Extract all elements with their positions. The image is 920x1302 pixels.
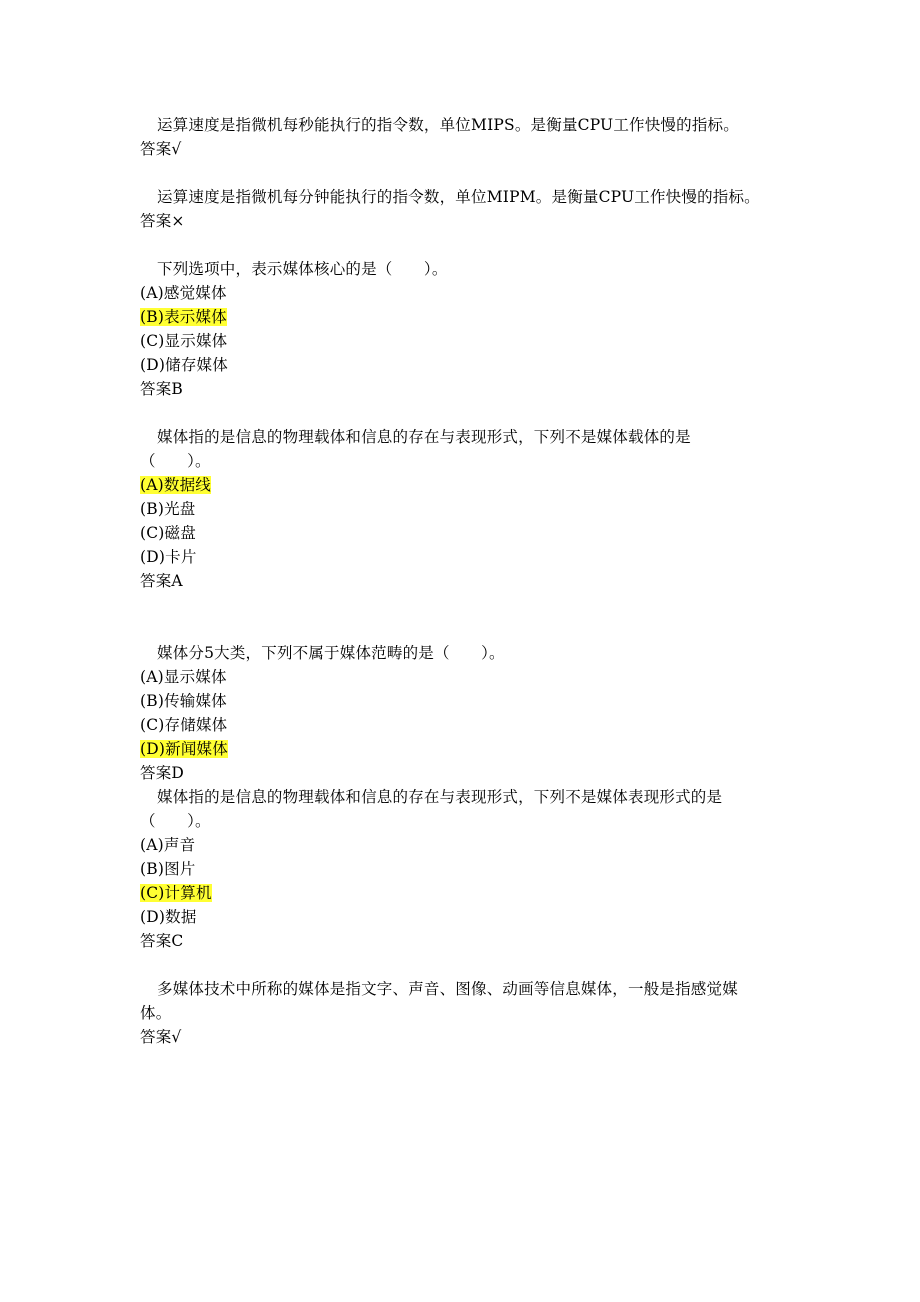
q5-option-d-highlight: (D)新闻媒体: [140, 740, 228, 758]
q4-stem-line2: （ ）。: [140, 452, 211, 470]
q5-option-c: (C)存储媒体: [140, 716, 228, 734]
q4-option-a-highlight: (A)数据线: [140, 476, 211, 494]
q4-answer: 答案A: [140, 572, 183, 590]
q3-answer: 答案B: [140, 380, 183, 398]
q6-option-d: (D)数据: [140, 908, 197, 926]
q6-stem-line2: （ ）。: [140, 812, 211, 830]
q1-answer: 答案√: [140, 140, 182, 158]
q3-stem: 下列选项中，表示媒体核心的是（ ）。: [157, 260, 448, 278]
q5-option-b: (B)传输媒体: [140, 692, 227, 710]
q1-stem: 运算速度是指微机每秒能执行的指令数，单位MIPS。是衡量CPU工作快慢的指标。: [157, 116, 739, 134]
q5-option-d: [140, 738, 228, 760]
q7-answer: 答案√: [140, 1028, 182, 1046]
q5-option-a: (A)显示媒体: [140, 668, 227, 686]
q3-option-d: (D)储存媒体: [140, 356, 228, 374]
q2-stem: 运算速度是指微机每分钟能执行的指令数，单位MIPM。是衡量CPU工作快慢的指标。: [157, 188, 760, 206]
q2-answer: 答案×: [140, 212, 185, 230]
q5-answer: 答案D: [140, 764, 185, 782]
q6-stem-line1: 媒体指的是信息的物理载体和信息的存在与表现形式，下列不是媒体表现形式的是: [157, 788, 723, 806]
q3-option-b-highlight: (B)表示媒体: [140, 308, 227, 326]
q3-option-b: [140, 306, 227, 328]
q4-option-a: [140, 474, 211, 496]
q6-option-c-highlight: (C)计算机: [140, 884, 212, 902]
q7-stem-line2: 体。: [140, 1004, 172, 1022]
q6-answer: 答案C: [140, 932, 184, 950]
q4-stem-line1: 媒体指的是信息的物理载体和信息的存在与表现形式，下列不是媒体载体的是: [157, 428, 691, 446]
q4-option-b: (B)光盘: [140, 500, 196, 518]
q6-option-c: [140, 882, 212, 904]
q3-option-a: (A)感觉媒体: [140, 284, 227, 302]
q4-option-c: (C)磁盘: [140, 524, 196, 542]
q5-stem: 媒体分5大类，下列不属于媒体范畴的是（ ）。: [157, 644, 505, 662]
q7-stem-line1: 多媒体技术中所称的媒体是指文字、声音、图像、动画等信息媒体，一般是指感觉媒: [157, 980, 738, 998]
q6-option-b: (B)图片: [140, 860, 196, 878]
q6-option-a: (A)声音: [140, 836, 196, 854]
q3-option-c: (C)显示媒体: [140, 332, 228, 350]
q4-option-d: (D)卡片: [140, 548, 197, 566]
